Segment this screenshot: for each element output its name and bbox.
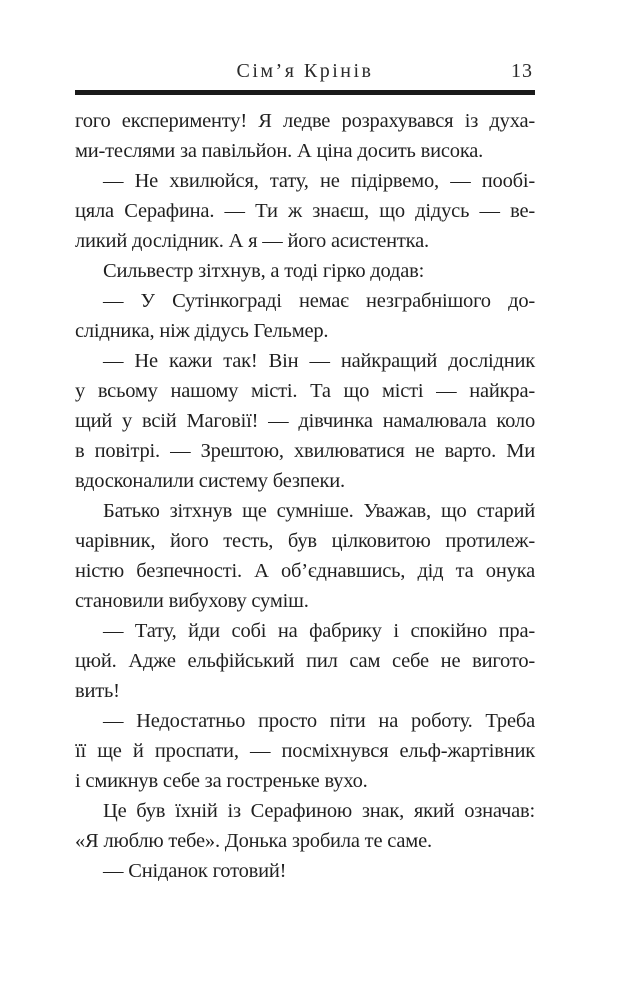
text-line: — Тату, йди собі на фабрику і спокійно пра- (103, 620, 535, 642)
text-line: ми-теслями за павільйон. А ціна досить висока. (75, 140, 484, 162)
text-line: ликий дослідник. А я — його асистентка. (75, 230, 429, 252)
header-rule (75, 90, 535, 95)
text-line: вить! (75, 680, 120, 702)
running-title: Сім’я Крінів (236, 60, 374, 82)
text-line: гого експерименту! Я ледве розрахувався із духа- (75, 110, 535, 132)
text-line: — У Сутінкограді немає незграбнішого до- (103, 290, 535, 312)
text-line: щий у всій Маговії! — дівчинка намалювала коло (75, 410, 535, 432)
text-line: Батько зітхнув ще сумніше. Уважав, що старий (103, 500, 535, 522)
text-line: становили вибухову суміш. (75, 590, 309, 612)
text-line: слідника, ніж дідусь Гельмер. (75, 320, 329, 342)
body-text (75, 106, 535, 886)
text-line: цяла Серафина. — Ти ж знаєш, що дідусь — ве- (75, 200, 535, 222)
text-line: і смикнув себе за гостреньке вухо. (75, 770, 368, 792)
text-line: в повітрі. — Зрештою, хвилюватися не варто. Ми (75, 440, 535, 462)
text-line: Це був їхній із Серафиною знак, який означав: (103, 800, 535, 822)
text-line: — Недостатньо просто піти на роботу. Треба (103, 710, 535, 732)
text-line: цюй. Адже ельфійський пил сам себе не вигото- (75, 650, 535, 672)
text-line: її ще й проспати, — посміхнувся ельф-жартівник (75, 740, 535, 762)
text-line: чарівник, його тесть, був цілковитою протилеж- (75, 530, 535, 552)
text-line: у всьому нашому місті. Та що місті — найкра- (75, 380, 535, 402)
text-line: «Я люблю тебе». Донька зробила те саме. (75, 830, 432, 852)
text-line: — Не хвилюйся, тату, не підірвемо, — пообі- (103, 170, 535, 192)
text-line: вдосконалили систему безпеки. (75, 470, 345, 492)
text-line: ністю безпечності. А об’єднавшись, дід та онука (75, 560, 535, 582)
running-head (75, 58, 535, 84)
text-block (75, 58, 535, 886)
text-line: — Не кажи так! Він — найкращий дослідник (103, 350, 535, 372)
text-line: Сильвестр зітхнув, а тоді гірко додав: (103, 260, 425, 282)
page-number: 13 (511, 60, 533, 82)
text-line: — Сніданок готовий! (103, 860, 287, 882)
